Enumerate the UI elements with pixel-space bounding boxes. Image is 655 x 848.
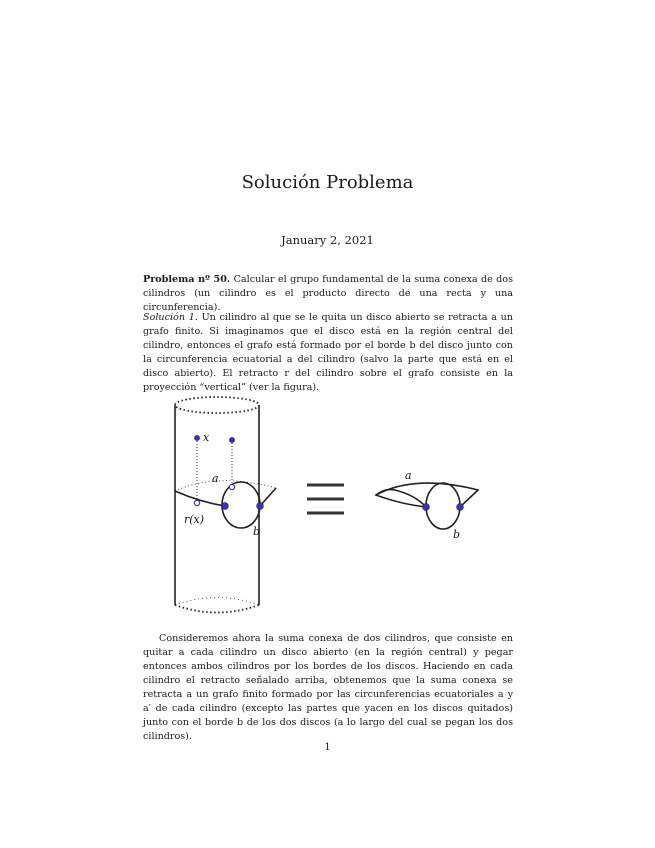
graph-loop-b [426, 483, 460, 529]
cylinder-bottom-rim-back [175, 598, 259, 606]
problem-text: Calcular el grupo fundamental de la suma conexa de dos cilindros (un cilindro es el producto directo de una recta y una circunferencia). [143, 274, 513, 313]
cylinder-retraction-figure [160, 392, 500, 622]
solution-label: Solución 1. [143, 312, 198, 323]
label-a: a [212, 472, 219, 485]
solution-paragraph [143, 311, 513, 395]
point-2 [229, 437, 234, 442]
cylinder-top-rim [175, 397, 259, 413]
label-x: x [203, 431, 210, 444]
body-paragraph: Consideremos ahora la suma conexa de dos cilindros, que consiste en quitar a cada cilindro un disco abierto (en la región central) y pegar entonces ambos cilindros por los bordes de los discos. Haciendo en cada cilindro el retracto señalado arriba, obtenemos que la suma conexa se retracta a un grafo finito formado por las circunferencias ecuatoriales a y a′ de cada cilindro (excepto las partes que yacen en los discos quitados) junto con el borde b de los dos discos (a lo largo del cual se pegan los dos cilindros). [143, 633, 513, 742]
graph-vertex-right [457, 504, 464, 511]
page-title: Solución Problema [241, 172, 414, 193]
graph-edge-a-top [376, 483, 478, 507]
problem-statement [143, 273, 513, 315]
label-rx: r(x) [184, 513, 205, 526]
page-number: 1 [324, 742, 331, 753]
vertex-left [222, 503, 229, 510]
graph-vertex-left [423, 504, 430, 511]
label-b: b [253, 525, 261, 538]
solution-text: Un cilindro al que se le quita un disco abierto se retracta a un grafo finito. Si imaginamos que el disco está en la región central del cilindro, entonces el grafo está formado por el borde b del disco junto con la circunferencia ecuatorial a del cilindro (salvo la parte que está en el disco abierto). El retracto r del cilindro sobre el grafo consiste en la proyección “vertical” (ver la figura). [143, 312, 513, 393]
graph-label-b: b [453, 528, 461, 541]
problem-label: Problema nº 50. [143, 274, 231, 285]
point-x [194, 435, 199, 440]
point-rx [194, 500, 199, 505]
vertex-right [257, 503, 264, 510]
equator-back [175, 481, 276, 491]
point-on-equator-back [229, 484, 234, 489]
graph-label-a: a [405, 469, 412, 482]
cylinder-bottom-rim-front [175, 605, 259, 613]
equivalence-symbol-icon [307, 485, 344, 513]
date: January 2, 2021 [281, 233, 374, 247]
